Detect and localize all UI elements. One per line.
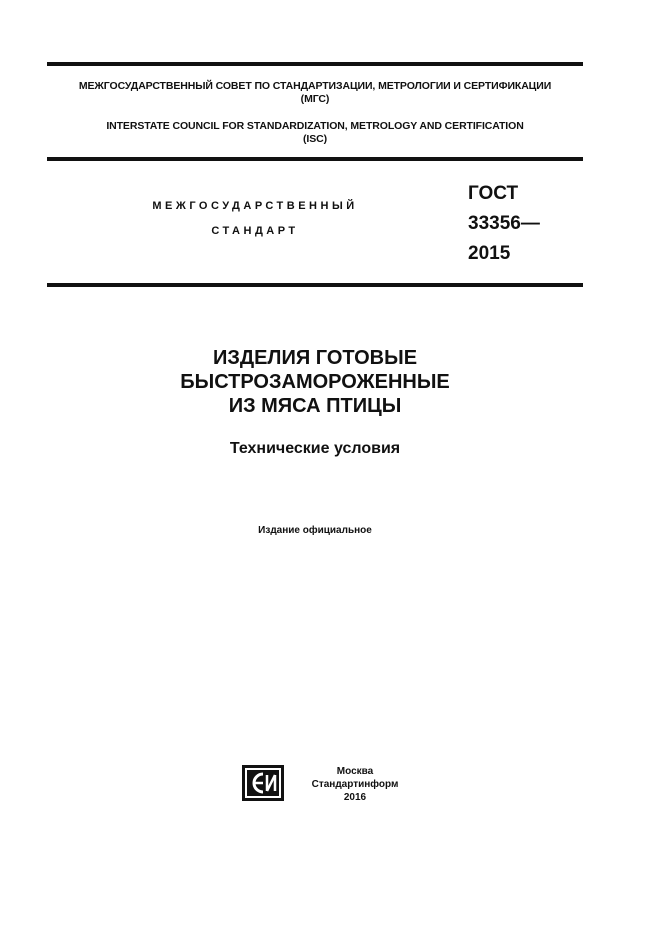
- publisher-city: Москва: [336, 766, 374, 777]
- gost-number: 33356—: [468, 213, 540, 234]
- title-line3: ИЗ МЯСА ПТИЦЫ: [228, 395, 402, 417]
- document-title: [47, 346, 583, 418]
- publisher-name: Стандартинформ: [311, 779, 399, 790]
- document-subtitle: Технические условия: [229, 440, 401, 457]
- gost-label: ГОСТ: [468, 183, 519, 204]
- council-en-line1: INTERSTATE COUNCIL FOR STANDARDIZATION, METROLOGY AND CERTIFICATION: [106, 120, 524, 132]
- council-name-en: [47, 120, 583, 146]
- standartinform-logo-icon: [242, 765, 284, 801]
- title-line1: ИЗДЕЛИЯ ГОТОВЫЕ: [212, 347, 418, 369]
- standard-type-line2: СТАНДАРТ: [211, 225, 299, 237]
- gost-year: 2015: [468, 243, 511, 264]
- title-line2: БЫСТРОЗАМОРОЖЕННЫЕ: [180, 371, 450, 393]
- council-ru-abbr: (МГС): [300, 93, 330, 105]
- council-en-abbr: (ISC): [303, 133, 327, 145]
- edition-note: Издание официальное: [258, 525, 372, 536]
- gost-designation: [468, 179, 540, 269]
- council-ru-line1: МЕЖГОСУДАРСТВЕННЫЙ СОВЕТ ПО СТАНДАРТИЗАЦИИ, МЕТРОЛОГИИ И СЕРТИФИКАЦИИ: [78, 80, 552, 92]
- publisher-block: [300, 765, 410, 804]
- lower-rule: [47, 283, 583, 287]
- standard-type-line1: МЕЖГОСУДАРСТВЕННЫЙ: [152, 200, 358, 212]
- top-rule: [47, 62, 583, 66]
- middle-rule: [47, 157, 583, 161]
- council-name-ru: [47, 80, 583, 106]
- publication-year: 2016: [343, 792, 367, 803]
